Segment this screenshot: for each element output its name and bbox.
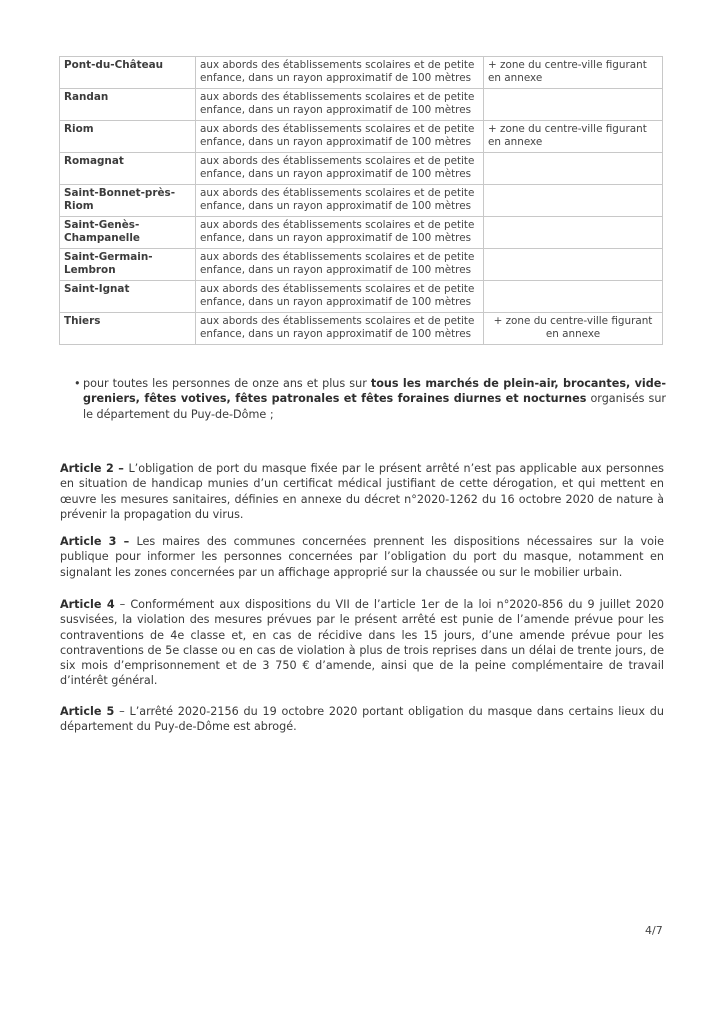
commune-zone: aux abords des établissements scolaires et de petite enfance, dans un rayon approximatif de 100 mètres <box>196 249 484 281</box>
commune-zone: aux abords des établissements scolaires et de petite enfance, dans un rayon approximatif de 100 mètres <box>196 185 484 217</box>
commune-extra: + zone du centre-ville figurant en annexe <box>484 121 663 153</box>
commune-zone: aux abords des établissements scolaires et de petite enfance, dans un rayon approximatif de 100 mètres <box>196 153 484 185</box>
commune-extra <box>484 217 663 249</box>
table-row <box>60 313 663 345</box>
article-label: Article 3 <box>60 535 117 548</box>
article-text: L’obligation de port du masque fixée par le présent arrêté n’est pas applicable aux personnes en situation de handicap munies d’un certificat médical justifiant de cette dérogation, et qui mettent en œuvre les mesures sanitaires, définies en annexe du décret n°2020-1262 du 16 octobre 2020 de nature à prévenir la propagation du virus. <box>60 462 664 521</box>
commune-extra <box>484 89 663 121</box>
article-label: Article 2 <box>60 462 114 475</box>
bullet-icon: • <box>74 377 81 390</box>
commune-name: Riom <box>60 121 196 153</box>
communes-table <box>59 56 663 345</box>
article-label: Article 4 <box>60 598 115 611</box>
table-row <box>60 57 663 89</box>
bullet-bold-text: tous les marchés de plein-air, brocantes, vide-greniers, fêtes votives, fêtes patronales et fêtes foraines diurnes et nocturnes <box>83 377 666 406</box>
commune-extra: + zone du centre-ville figurant en annexe <box>484 57 663 89</box>
article-label: Article 5 <box>60 705 115 718</box>
article-5 <box>60 704 664 735</box>
commune-zone: aux abords des établissements scolaires et de petite enfance, dans un rayon approximatif de 100 mètres <box>196 281 484 313</box>
commune-name: Pont-du-Château <box>60 57 196 89</box>
commune-extra: + zone du centre-ville figurant en annexe <box>484 313 663 345</box>
article-4 <box>60 597 664 689</box>
table-row <box>60 217 663 249</box>
commune-zone: aux abords des établissements scolaires et de petite enfance, dans un rayon approximatif de 100 mètres <box>196 89 484 121</box>
table-row <box>60 121 663 153</box>
table-row <box>60 153 663 185</box>
article-separator: – <box>113 462 129 475</box>
article-separator: – <box>116 535 137 548</box>
commune-extra <box>484 281 663 313</box>
bullet-intro: pour toutes les personnes de onze ans et plus sur <box>83 377 371 390</box>
article-2 <box>60 461 664 522</box>
commune-extra <box>484 185 663 217</box>
bullet-paragraph <box>74 376 667 422</box>
table-row <box>60 185 663 217</box>
commune-extra <box>484 249 663 281</box>
table-row <box>60 89 663 121</box>
table-row <box>60 249 663 281</box>
commune-zone: aux abords des établissements scolaires et de petite enfance, dans un rayon approximatif de 100 mètres <box>196 121 484 153</box>
commune-name: Saint-Ignat <box>60 281 196 313</box>
commune-name: Thiers <box>60 313 196 345</box>
commune-zone: aux abords des établissements scolaires et de petite enfance, dans un rayon approximatif de 100 mètres <box>196 57 484 89</box>
commune-zone: aux abords des établissements scolaires et de petite enfance, dans un rayon approximatif de 100 mètres <box>196 313 484 345</box>
article-text: L’arrêté 2020-2156 du 19 octobre 2020 portant obligation du masque dans certains lieux du département du Puy-de-Dôme est abrogé. <box>60 705 664 734</box>
article-3 <box>60 534 664 580</box>
article-separator: – <box>114 705 130 718</box>
bullet-rest: organisés sur le département du Puy-de-Dôme ; <box>83 392 667 421</box>
table-row <box>60 281 663 313</box>
commune-extra <box>484 153 663 185</box>
article-text: Les maires des communes concernées prennent les dispositions nécessaires sur la voie publique pour informer les personnes concernées par l’obligation du port du masque, notamment en signalant les zones concernées par un affichage approprié sur la chaussée ou sur le mobilier urbain. <box>60 535 664 579</box>
article-separator: – <box>114 598 131 611</box>
commune-name: Saint-Bonnet-près-Riom <box>60 185 196 217</box>
article-text: Conformément aux dispositions du VII de l’article 1er de la loi n°2020-856 du 9 juillet 2020 susvisées, la violation des mesures prévues par le présent arrêté est punie de l’amende prévue pour les contraventions de 4e classe et, en cas de récidive dans les 15 jours, d’une amende prévue pour les contraventions de 5e classe ou en cas de violation à plus de trois reprises dans un délai de trente jours, de six mois d’emprisonnement et de 3 750 € d’amende, ainsi que de la peine complémentaire de travail d’intérêt général. <box>60 598 664 688</box>
commune-zone: aux abords des établissements scolaires et de petite enfance, dans un rayon approximatif de 100 mètres <box>196 217 484 249</box>
commune-name: Romagnat <box>60 153 196 185</box>
commune-name: Saint-Genès-Champanelle <box>60 217 196 249</box>
commune-name: Randan <box>60 89 196 121</box>
page-number: 4/7 <box>645 924 663 937</box>
commune-name: Saint-Germain-Lembron <box>60 249 196 281</box>
